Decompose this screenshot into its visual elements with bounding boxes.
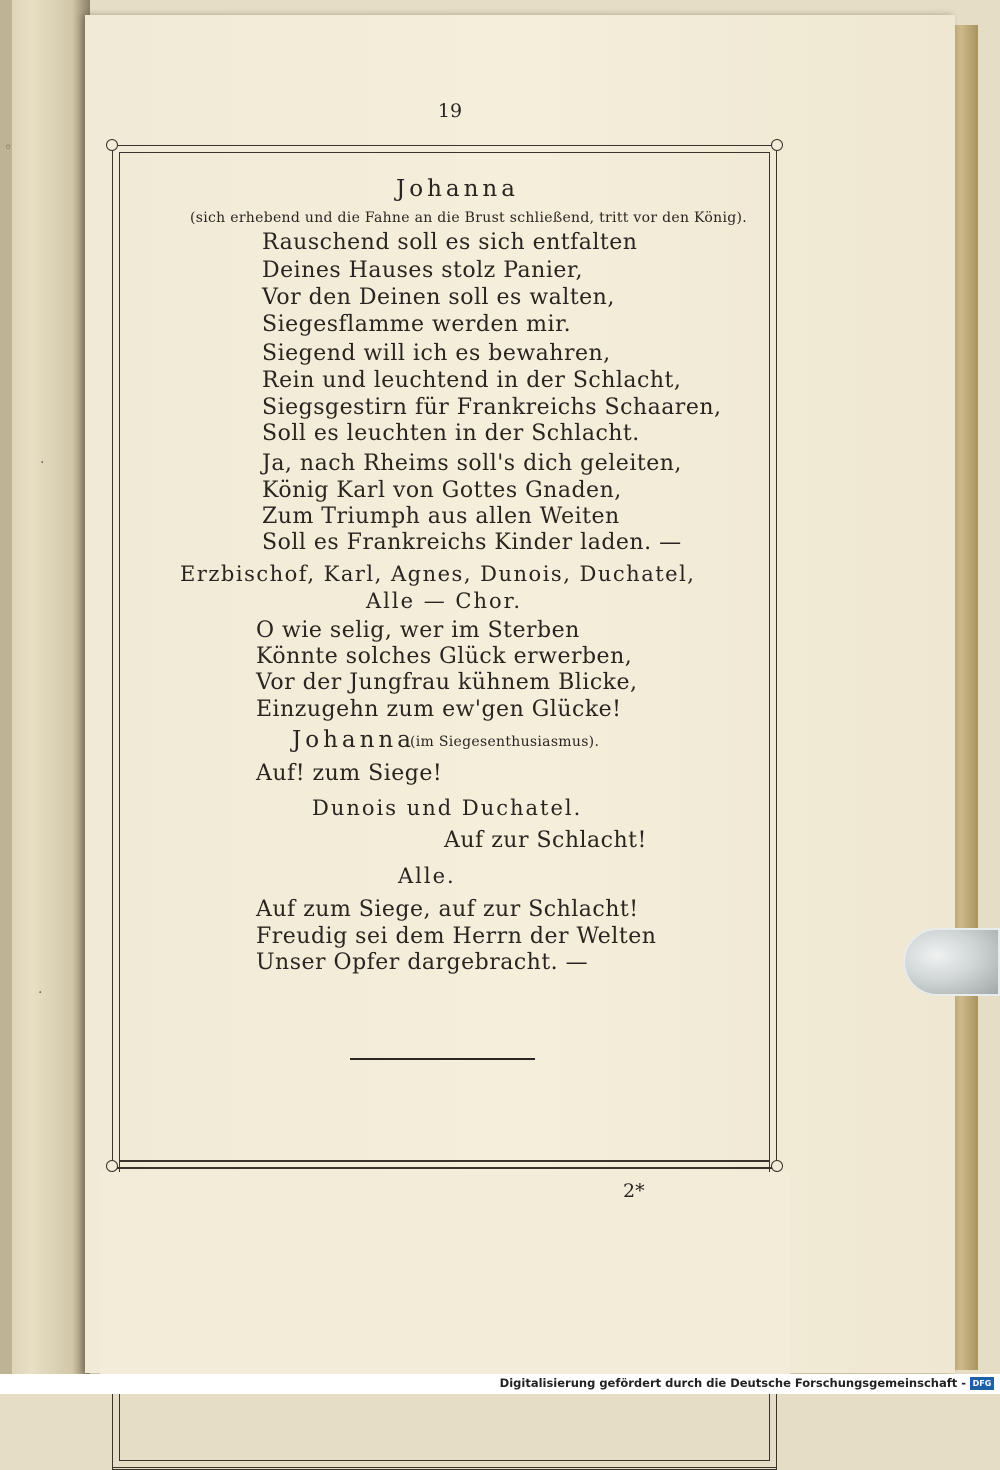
left-page <box>0 0 90 1394</box>
verse-line: Rauschend soll es sich entfalten <box>262 230 638 255</box>
verse-line: Auf! zum Siege! <box>256 761 443 786</box>
verse-line: O wie selig, wer im Sterben <box>256 618 580 643</box>
speakers-chorus: Erzbischof, Karl, Agnes, Dunois, Duchatel, <box>180 562 696 586</box>
scanner-tab <box>903 928 1000 996</box>
frame-corner-top-right <box>771 139 783 151</box>
frame-bottom-line-inner <box>119 1160 770 1162</box>
verse-line: König Karl von Gottes Gnaden, <box>262 478 622 503</box>
verse-line: Siegesflamme werden mir. <box>262 312 572 337</box>
verse-line: Rein und leuchtend in der Schlacht, <box>262 368 682 393</box>
left-page-mark: · <box>40 455 45 471</box>
stage-direction: (im Siegesenthusiasmus). <box>410 734 600 750</box>
verse-line: Siegsgestirn für Frankreichs Schaaren, <box>262 395 722 420</box>
verse-line: Zum Triumph aus allen Weiten <box>262 504 620 529</box>
verse-line: Auf zum Siege, auf zur Schlacht! <box>256 897 639 922</box>
frame-corner-top-left <box>106 139 118 151</box>
verse-line: Freudig sei dem Herrn der Welten <box>256 924 657 949</box>
dfg-logo[interactable]: DFG <box>970 1377 994 1390</box>
page-number: 19 <box>437 100 463 122</box>
verse-line: Soll es leuchten in der Schlacht. <box>262 421 640 446</box>
verse-line: Einzugehn zum ew'gen Glücke! <box>256 697 622 722</box>
verse-line: Soll es Frankreichs Kinder laden. — <box>262 530 682 555</box>
left-page-ornament: ◦ <box>4 140 13 156</box>
verse-line: Auf zur Schlacht! <box>444 828 647 853</box>
frame-bottom-line <box>112 1167 777 1169</box>
speaker-alle-chor: Alle — Chor. <box>366 589 523 613</box>
verse-line: Deines Hauses stolz Panier, <box>262 258 583 283</box>
dfg-credit: Digitalisierung gefördert durch die Deutsche Forschungsgemeinschaft - <box>499 1376 966 1390</box>
verse-line: Siegend will ich es bewahren, <box>262 341 611 366</box>
frame-corner-bottom-left <box>106 1160 118 1172</box>
speaker-johanna: Johanna <box>292 727 415 753</box>
speaker-alle: Alle. <box>398 864 456 888</box>
verse-line: Ja, nach Rheims soll's dich geleiten, <box>262 451 682 476</box>
verse-line: Unser Opfer dargebracht. — <box>256 950 589 975</box>
signature-mark: 2* <box>623 1180 645 1202</box>
verse-line: Könnte solches Glück erwerben, <box>256 644 633 669</box>
verse-line: Vor der Jungfrau kühnem Blicke, <box>256 670 638 695</box>
speaker-johanna: Johanna <box>396 176 519 202</box>
stage-direction: (sich erhebend und die Fahne an die Brust schließend, tritt vor den König). <box>190 210 748 226</box>
speakers-dunois-duchatel: Dunois und Duchatel. <box>312 796 583 820</box>
closing-rule <box>350 1058 535 1060</box>
left-page-edge <box>0 0 12 1394</box>
page-bottom-mask <box>100 1172 790 1374</box>
verse-line: Vor den Deinen soll es walten, <box>262 285 615 310</box>
frame-corner-bottom-right <box>771 1160 783 1172</box>
left-page-mark: · <box>38 985 43 1001</box>
